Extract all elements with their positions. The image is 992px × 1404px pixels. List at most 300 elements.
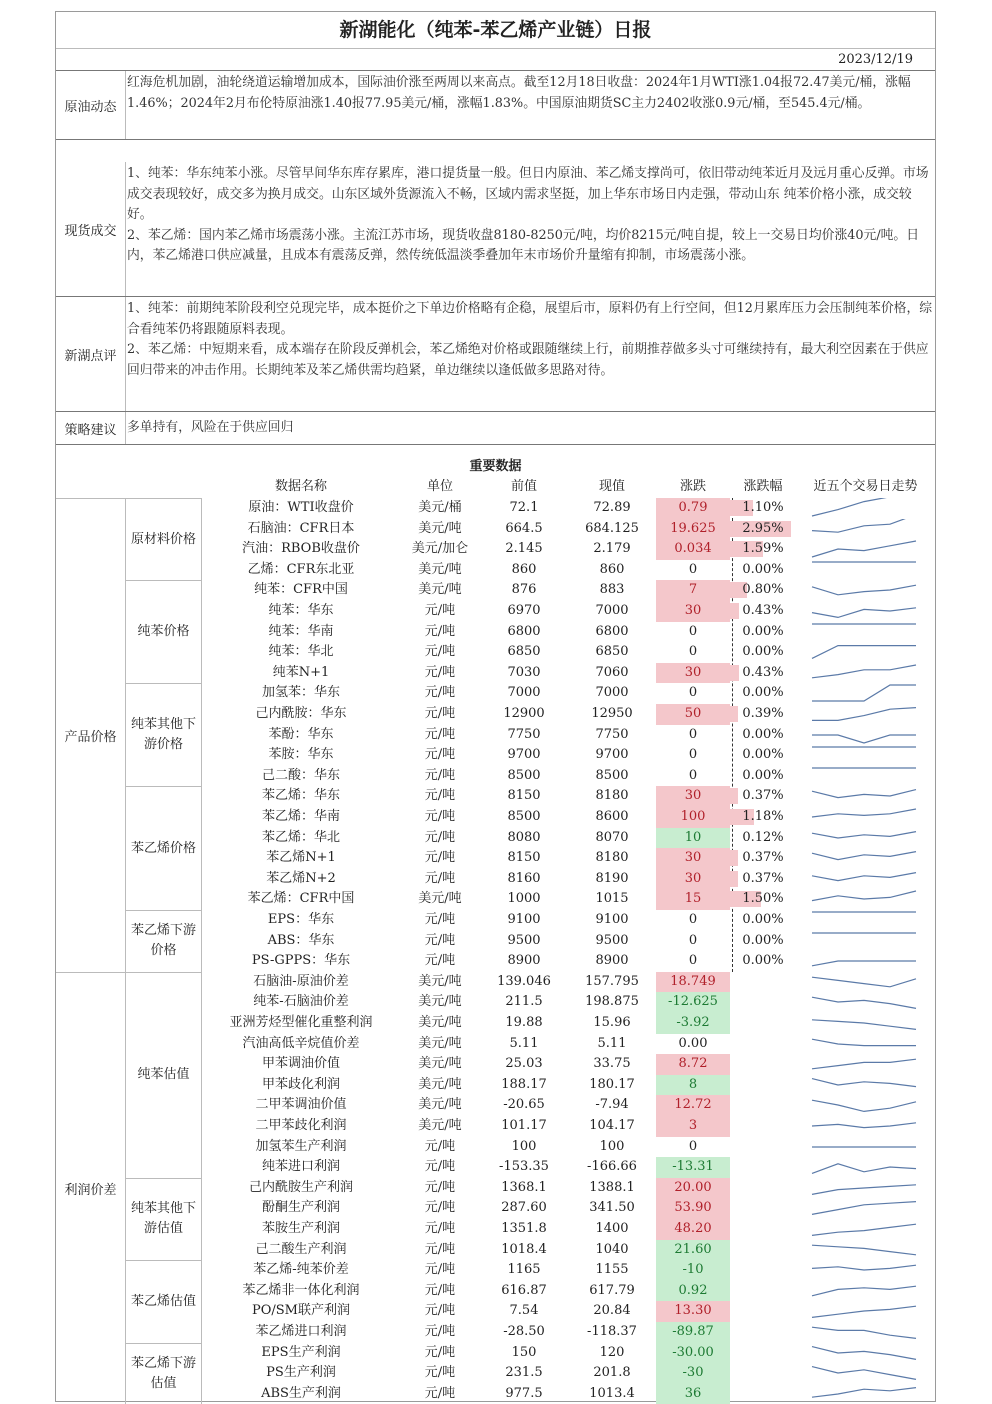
- trend-line: [812, 977, 916, 987]
- row-pct: [730, 1075, 796, 1096]
- row-unit: 美元/吨: [418, 561, 462, 577]
- row-unit: 元/吨: [424, 726, 456, 742]
- row-now: 180.17: [589, 1076, 635, 1092]
- pct-text: 0.37%: [742, 788, 784, 804]
- trend-line: [812, 1078, 916, 1086]
- trend-sparkline: [808, 786, 920, 806]
- row-name: PS生产利润: [266, 1365, 336, 1381]
- table-row: [56, 745, 935, 766]
- row-now: -118.37: [587, 1324, 637, 1339]
- row-unit: 元/吨: [424, 1159, 456, 1175]
- row-unit: 美元/吨: [418, 994, 462, 1010]
- trend-line: [812, 519, 916, 532]
- pct-text: 0.80%: [742, 582, 784, 598]
- row-prev: 9100: [507, 912, 541, 927]
- row-pct: [730, 683, 796, 704]
- trend-sparkline: [808, 601, 920, 621]
- section-paragraph: 红海危机加剧，油轮绕道运输增加成本，国际油价涨至两周以来高点。截至12月18日收盘：2024年1月WTI涨1.04报72.47美元/桶，涨幅1.46%；2024年2月布伦特原油涨1.40报77.95美元/桶，涨幅1.83%。中国原油期货SC主力2402收涨0.9元/桶，至545.4元/桶。: [127, 75, 911, 111]
- row-name: 二甲苯调油价值: [255, 1097, 347, 1113]
- row-pct: [730, 539, 796, 560]
- table-row: [56, 869, 935, 890]
- group-label: 纯苯其他下游价格: [126, 683, 202, 786]
- row-unit: 元/吨: [424, 1344, 456, 1360]
- row-name: 苯乙烯非一体化利润: [242, 1282, 360, 1298]
- row-pct: [730, 1343, 796, 1364]
- row-pct: [730, 622, 796, 643]
- row-change: 100: [656, 807, 730, 828]
- header-change: 涨跌: [679, 479, 706, 494]
- section-text: [127, 73, 933, 114]
- row-prev: 8150: [507, 850, 541, 866]
- section-crude-oil: [56, 71, 935, 140]
- row-pct: [730, 1219, 796, 1240]
- trend-sparkline: [808, 1260, 920, 1280]
- row-unit: 美元/吨: [418, 1118, 462, 1133]
- trend-sparkline: [808, 1198, 920, 1218]
- table-row: [56, 622, 935, 643]
- row-now: 1015: [595, 891, 629, 907]
- row-now: 6800: [595, 623, 629, 639]
- row-name: 汽油：RBOB收盘价: [242, 541, 360, 557]
- row-unit: 元/吨: [424, 1262, 456, 1278]
- row-change: 7: [656, 580, 730, 601]
- row-now: 8180: [595, 788, 629, 804]
- row-change: 0: [688, 953, 698, 969]
- group-label: 苯乙烯下游估值: [126, 1343, 202, 1404]
- row-prev: 100: [511, 1138, 537, 1154]
- trend-line: [812, 790, 916, 798]
- row-unit: 元/吨: [424, 870, 456, 886]
- trend-sparkline: [808, 1240, 920, 1260]
- trend-line: [812, 1286, 916, 1296]
- pct-bar: [730, 706, 738, 722]
- trend-line: [812, 831, 916, 837]
- row-prev: 150: [511, 1344, 537, 1360]
- section-paragraph: 多单持有，风险在于供应回归: [127, 420, 294, 435]
- table-row: [56, 992, 935, 1013]
- trend-sparkline: [808, 1157, 920, 1177]
- row-unit: 元/吨: [424, 1324, 456, 1339]
- section-paragraph: 2、苯乙烯：国内苯乙烯市场震荡小涨。主流江苏市场，现货收盘8180-8250元/吨，均价8215元/吨自提，较上一交易日均价涨40元/吨。日内，苯乙烯港口供应减量，且成本有震荡反弹，然传统低温淡季叠加年末市场价升量缩有抑制，市场震荡小涨。: [127, 227, 920, 263]
- row-now: 198.875: [585, 994, 639, 1010]
- row-prev: 8080: [507, 829, 541, 845]
- row-pct: [730, 1198, 796, 1219]
- row-change: 3: [656, 1116, 730, 1137]
- row-change: -10: [656, 1260, 730, 1281]
- row-now: 860: [599, 561, 625, 577]
- row-change: 0: [688, 767, 698, 783]
- row-now: 7000: [595, 603, 629, 618]
- trend-sparkline: [808, 683, 920, 703]
- row-name: 纯苯：华南: [268, 623, 334, 639]
- row-prev: 7000: [507, 685, 541, 701]
- trend-sparkline: [808, 580, 920, 600]
- row-name: 石脑油-原油价差: [253, 973, 349, 989]
- row-unit: 元/吨: [424, 747, 456, 763]
- row-now: -7.94: [595, 1097, 629, 1113]
- group-label: 苯乙烯下游价格: [126, 910, 202, 972]
- row-now: 1155: [595, 1262, 629, 1278]
- row-pct: [730, 1363, 796, 1384]
- table-row: [56, 1198, 935, 1219]
- trend-sparkline: [808, 1363, 920, 1383]
- table-row: [56, 951, 935, 972]
- row-pct: [730, 1301, 796, 1322]
- trend-line: [812, 646, 916, 659]
- row-prev: 1368.1: [501, 1179, 547, 1195]
- row-change: 0: [688, 912, 698, 927]
- row-now: 201.8: [593, 1365, 631, 1381]
- table-row: [56, 931, 935, 952]
- row-pct: [730, 972, 796, 993]
- section-strategy: [56, 412, 935, 445]
- row-now: 7000: [595, 685, 629, 701]
- table-row: [56, 683, 935, 704]
- section-paragraph: 1、纯苯：华东纯苯小涨。尽管早间华东库存累库，港口提货量一般。但日内原油、苯乙烯支撑尚可，依旧带动纯苯近月及远月重心反弹。市场成交表现较好，成交多为换月成交。山东区域外货源流入不畅，区域内需求坚挺，加上华东市场日内走强，带动山东 纯苯价格小涨，成交较好。: [127, 166, 929, 222]
- table-header-row: [56, 477, 935, 498]
- section-paragraph: 1、纯苯：前期纯苯阶段利空兑现完毕，成本挺价之下单边价格略有企稳，展望后市，原料仍有上行空间，但12月累库压力会压制纯苯价格，综合看纯苯仍将跟随原料表现。: [127, 301, 933, 337]
- row-change: -30.00: [656, 1343, 730, 1364]
- data-table: [56, 477, 935, 1403]
- row-name: 甲苯歧化利润: [261, 1076, 340, 1092]
- pct-text: 0.43%: [742, 664, 784, 680]
- row-unit: 美元/吨: [418, 1076, 462, 1092]
- table-row: [56, 1219, 935, 1240]
- row-name: 纯苯：华北: [268, 644, 334, 660]
- trend-line: [812, 1367, 916, 1380]
- row-prev: 1000: [507, 891, 541, 907]
- row-unit: 美元/加仑: [411, 541, 469, 557]
- row-unit: 美元/桶: [418, 500, 462, 515]
- row-name: 石脑油：CFR日本: [247, 520, 355, 536]
- table-row: [56, 1054, 935, 1075]
- row-pct: [730, 601, 796, 622]
- row-now: 1013.4: [589, 1385, 635, 1401]
- trend-sparkline: [808, 539, 920, 559]
- trend-line: [812, 872, 916, 880]
- trend-line: [812, 1039, 916, 1045]
- row-now: 5.11: [597, 1035, 627, 1051]
- row-pct: [730, 1137, 796, 1158]
- table-row: [56, 910, 935, 931]
- row-change: 53.90: [656, 1198, 730, 1219]
- row-unit: 元/吨: [424, 644, 456, 660]
- pct-text: 1.18%: [742, 809, 784, 824]
- row-prev: 9500: [507, 932, 541, 948]
- row-name: EPS生产利润: [261, 1344, 341, 1360]
- row-name: 纯苯-石脑油价差: [253, 994, 349, 1010]
- row-now: 9100: [595, 912, 629, 927]
- row-now: 120: [599, 1344, 625, 1360]
- pct-text: 1.59%: [742, 541, 784, 557]
- row-now: 15.96: [593, 1015, 631, 1030]
- row-change: 36: [656, 1384, 730, 1404]
- table-row: [56, 1034, 935, 1055]
- row-name: 己内酰胺生产利润: [248, 1179, 353, 1195]
- table-title: 重要数据: [469, 459, 522, 474]
- row-name: 己二酸生产利润: [255, 1241, 347, 1257]
- row-pct: [730, 1157, 796, 1178]
- row-unit: 元/吨: [424, 788, 456, 804]
- table-row: [56, 889, 935, 910]
- table-row: [56, 580, 935, 601]
- trend-sparkline: [808, 869, 920, 889]
- row-name: 苯乙烯N+1: [266, 850, 336, 866]
- trend-line: [812, 1346, 916, 1359]
- table-row: [56, 1363, 935, 1384]
- trend-line: [812, 1202, 916, 1215]
- table-row: [56, 807, 935, 828]
- table-row: [56, 1116, 935, 1137]
- row-change: -30: [656, 1363, 730, 1384]
- row-change: 13.30: [656, 1301, 730, 1322]
- row-prev: 8150: [507, 788, 541, 804]
- trend-line: [812, 1327, 916, 1338]
- row-name: 二甲苯歧化利润: [255, 1118, 347, 1133]
- trend-line: [812, 852, 916, 860]
- pct-bar: [730, 788, 738, 804]
- row-unit: 元/吨: [424, 809, 456, 824]
- pct-text: 0.12%: [742, 829, 784, 845]
- row-name: 亚洲芳烃型催化重整利润: [229, 1015, 373, 1030]
- row-prev: 616.87: [501, 1282, 547, 1298]
- row-name: 纯苯N+1: [272, 664, 330, 680]
- trend-sparkline: [808, 642, 920, 662]
- row-unit: 美元/吨: [418, 973, 462, 989]
- group-label: 苯乙烯价格: [126, 786, 202, 910]
- table-row: [56, 848, 935, 869]
- trend-sparkline: [808, 1178, 920, 1198]
- table-row: [56, 539, 935, 560]
- trend-sparkline: [808, 1384, 920, 1404]
- row-name: PO/SM联产利润: [251, 1303, 350, 1319]
- row-unit: 元/吨: [424, 685, 456, 701]
- row-unit: 美元/吨: [418, 891, 462, 907]
- row-pct: [730, 1260, 796, 1281]
- trend-line: [812, 586, 916, 596]
- trend-line: [812, 1020, 916, 1030]
- trend-line: [812, 1307, 916, 1318]
- row-now: 9500: [595, 932, 629, 948]
- row-prev: 876: [511, 582, 537, 598]
- row-name: 加氢苯生产利润: [255, 1138, 347, 1154]
- row-change: -12.625: [656, 992, 730, 1013]
- row-now: 8070: [595, 829, 629, 845]
- row-name: 己二酸：华东: [261, 767, 340, 783]
- row-unit: 元/吨: [424, 603, 456, 618]
- row-change: 0.92: [656, 1281, 730, 1302]
- table-row: [56, 1095, 935, 1116]
- table-row: [56, 1240, 935, 1261]
- row-prev: 860: [511, 561, 537, 577]
- row-change: 20.00: [656, 1178, 730, 1199]
- row-name: 苯胺生产利润: [261, 1221, 340, 1236]
- row-prev: 188.17: [501, 1076, 547, 1092]
- row-change: 30: [656, 869, 730, 890]
- trend-sparkline: [808, 1034, 920, 1054]
- group-label: 纯苯其他下游估值: [126, 1178, 202, 1260]
- table-row: [56, 1260, 935, 1281]
- table-row: [56, 1075, 935, 1096]
- row-now: 72.89: [593, 500, 631, 515]
- row-unit: 元/吨: [424, 1365, 456, 1381]
- row-prev: -153.35: [499, 1159, 549, 1175]
- row-unit: 元/吨: [424, 767, 456, 783]
- table-row: [56, 766, 935, 787]
- row-prev: 72.1: [509, 500, 539, 515]
- trend-sparkline: [808, 992, 920, 1012]
- row-now: 12950: [591, 706, 633, 721]
- row-now: 1388.1: [589, 1179, 635, 1195]
- header-now: 现值: [598, 479, 625, 494]
- row-prev: 6970: [507, 603, 541, 618]
- row-name: 苯乙烯：CFR中国: [247, 891, 355, 907]
- row-pct: [730, 807, 796, 828]
- table-row: [56, 1013, 935, 1034]
- row-prev: 211.5: [505, 994, 543, 1010]
- row-prev: 6800: [507, 623, 541, 639]
- row-name: 苯乙烯N+2: [266, 870, 336, 886]
- pct-text: 0.43%: [742, 603, 784, 618]
- row-change: 0: [688, 726, 698, 742]
- row-name: 甲苯调油价值: [261, 1056, 340, 1072]
- row-pct: [730, 663, 796, 684]
- table-row: [56, 1178, 935, 1199]
- row-prev: 7.54: [509, 1303, 539, 1319]
- row-now: 9700: [595, 747, 629, 763]
- pct-text: 0.00%: [742, 932, 784, 948]
- row-change: 0.00: [678, 1035, 708, 1051]
- report-title: 新湖能化（纯苯-苯乙烯产业链）日报: [56, 12, 935, 49]
- row-now: 100: [599, 1138, 625, 1154]
- row-unit: 美元/吨: [418, 1035, 462, 1051]
- trend-line: [812, 665, 916, 678]
- section-text: [127, 299, 933, 381]
- row-change: 0: [688, 932, 698, 948]
- row-pct: [730, 1281, 796, 1302]
- row-change: 18.749: [656, 972, 730, 993]
- row-pct: [730, 1034, 796, 1055]
- trend-sparkline: [808, 828, 920, 848]
- row-prev: 12900: [503, 706, 545, 721]
- row-prev: -20.65: [503, 1097, 545, 1113]
- pct-text: 0.00%: [742, 953, 784, 969]
- trend-line: [812, 608, 916, 618]
- table-row: [56, 642, 935, 663]
- section-label: 现货成交: [56, 162, 126, 296]
- trend-sparkline: [808, 1075, 920, 1095]
- trend-line: [812, 809, 916, 817]
- row-now: 883: [599, 582, 625, 598]
- row-name: PS-GPPS：华东: [251, 953, 351, 969]
- row-pct: [730, 828, 796, 849]
- trend-sparkline: [808, 931, 920, 951]
- row-name: 乙烯：CFR东北亚: [247, 561, 355, 577]
- row-prev: 7030: [507, 664, 541, 680]
- row-unit: 元/吨: [424, 850, 456, 866]
- row-now: 8190: [595, 870, 629, 886]
- pct-bar: [730, 665, 739, 681]
- row-prev: 7750: [507, 726, 541, 742]
- row-pct: [730, 951, 796, 972]
- header-prev: 前值: [510, 479, 537, 494]
- table-row: [56, 1157, 935, 1178]
- trend-sparkline: [808, 766, 920, 786]
- row-change: 15: [656, 889, 730, 910]
- trend-line: [812, 891, 916, 901]
- row-name: 苯乙烯-纯苯价差: [253, 1262, 349, 1278]
- row-prev: 231.5: [505, 1365, 543, 1381]
- table-row: [56, 786, 935, 807]
- trend-sparkline: [808, 807, 920, 827]
- trend-line: [812, 1164, 916, 1174]
- row-change: 21.60: [656, 1240, 730, 1261]
- pct-bar: [730, 871, 738, 887]
- row-prev: 139.046: [497, 973, 551, 989]
- row-unit: 元/吨: [424, 664, 456, 680]
- row-pct: [730, 498, 796, 519]
- row-prev: 6850: [507, 644, 541, 660]
- table-row: [56, 1322, 935, 1343]
- table-row: [56, 560, 935, 581]
- row-pct: [730, 869, 796, 890]
- row-prev: 1351.8: [501, 1221, 547, 1236]
- trend-sparkline: [808, 1301, 920, 1321]
- row-unit: 元/吨: [424, 1282, 456, 1298]
- row-unit: 元/吨: [424, 706, 456, 721]
- pct-text: 0.00%: [742, 644, 784, 660]
- row-change: 8.72: [656, 1054, 730, 1075]
- row-pct: [730, 1095, 796, 1116]
- row-unit: 元/吨: [424, 1241, 456, 1257]
- trend-sparkline: [808, 1013, 920, 1033]
- row-change: -89.87: [656, 1322, 730, 1343]
- pct-text: 0.00%: [742, 767, 784, 783]
- pct-text: 0.00%: [742, 912, 784, 927]
- row-name: ABS：华东: [267, 932, 335, 948]
- table-row: [56, 1343, 935, 1364]
- row-change: 0.034: [656, 539, 730, 560]
- trend-sparkline: [808, 972, 920, 992]
- row-prev: 2.145: [505, 541, 543, 557]
- trend-line: [812, 1265, 916, 1270]
- row-now: 684.125: [585, 520, 639, 536]
- trend-line: [812, 1101, 916, 1112]
- section-label: 原油动态: [56, 71, 126, 139]
- row-unit: 元/吨: [424, 1385, 456, 1401]
- row-name: 纯苯进口利润: [261, 1159, 340, 1175]
- row-name: 纯苯：CFR中国: [254, 582, 348, 598]
- trend-sparkline: [808, 1137, 920, 1157]
- section-label: 策略建议: [56, 412, 126, 444]
- row-pct: [730, 1322, 796, 1343]
- trend-sparkline: [808, 745, 920, 765]
- pct-text: 0.00%: [742, 726, 784, 742]
- table-row: [56, 828, 935, 849]
- table-row: [56, 725, 935, 746]
- trend-sparkline: [808, 951, 920, 971]
- row-now: -166.66: [587, 1159, 637, 1175]
- row-unit: 元/吨: [424, 1138, 456, 1154]
- row-change: 30: [656, 601, 730, 622]
- row-now: 1040: [595, 1241, 629, 1257]
- row-change: 8: [656, 1075, 730, 1096]
- row-unit: 元/吨: [424, 932, 456, 948]
- row-name: 苯乙烯：华北: [261, 829, 340, 845]
- trend-line: [812, 498, 916, 516]
- table-row: [56, 601, 935, 622]
- row-name: 加氢苯：华东: [261, 685, 340, 701]
